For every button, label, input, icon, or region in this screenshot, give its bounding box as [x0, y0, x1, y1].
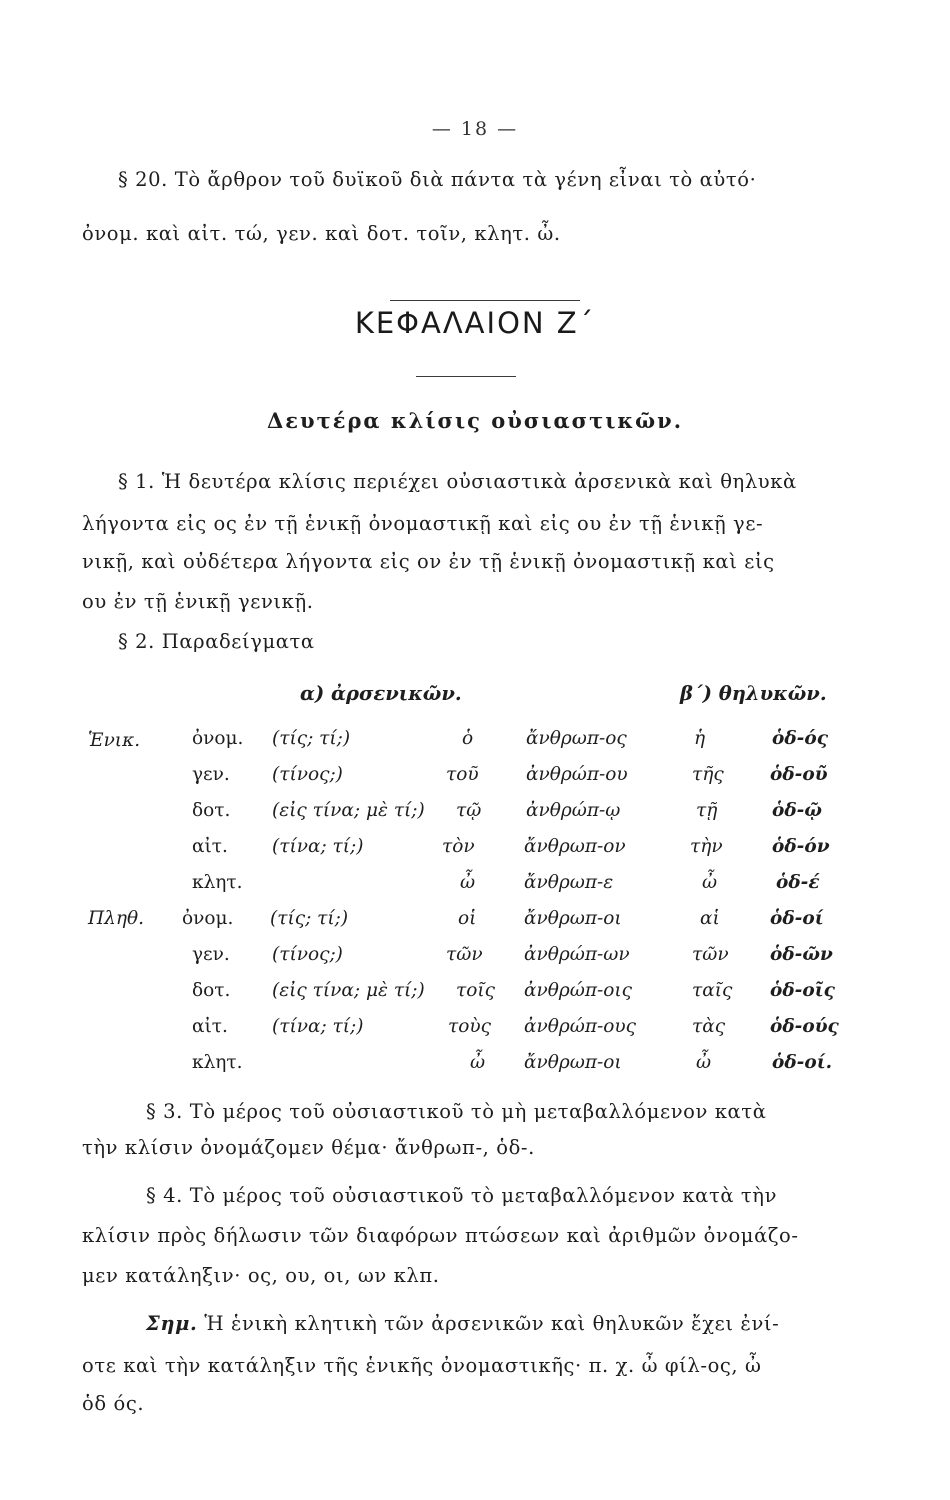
pl-question: (τίνα; τί;) [272, 1016, 364, 1037]
section-20-line-2: ὀνομ. καὶ αἰτ. τώ, γεν. καὶ δοτ. τοῖν, κλητ. ὦ. [82, 222, 561, 245]
sg-noun-f: ὁδ-έ [776, 872, 820, 893]
pl-noun-f: ὁδ-οῖς [770, 980, 835, 1001]
pl-noun-m: ἀνθρώπ-ους [524, 1016, 636, 1037]
section-4-line-2: κλίσιν πρὸς δήλωσιν τῶν διαφόρων πτώσεων καὶ ἀριθμῶν ὀνομάζο- [82, 1224, 799, 1247]
section-3-line-1: § 3. Τὸ μέρος τοῦ οὐσιαστικοῦ τὸ μὴ μεταβαλλόμενον κατὰ [146, 1100, 767, 1123]
note-text-1: Ἡ ἑνικὴ κλητικὴ τῶν ἀρσενικῶν καὶ θηλυκῶν ἔχει ἐνί- [204, 1312, 780, 1335]
chapter-title: ΚΕΦΑΛΑΙΟΝ Ζ΄ [354, 306, 596, 340]
sg-noun-f: ὁδ-ός [772, 728, 828, 749]
pl-article-m: οἱ [458, 908, 477, 929]
pl-article-m: ὦ [470, 1052, 486, 1073]
sg-article-m: ὁ [462, 728, 474, 749]
pl-article-f: αἱ [700, 908, 720, 929]
pl-noun-f: ὁδ-ούς [770, 1016, 839, 1037]
sg-article-f: τῇ [696, 800, 718, 821]
sg-article-m: τοῦ [446, 764, 479, 785]
sg-case: ὀνομ. [192, 728, 244, 749]
sg-noun-f: ὁδ-όν [772, 836, 830, 857]
note-line-3: ὁδ ός. [82, 1392, 145, 1415]
sg-case: αἰτ. [192, 836, 228, 857]
pl-article-f: ταῖς [692, 980, 733, 1001]
pl-noun-m: ἄνθρωπ-οι [524, 1052, 622, 1073]
sg-noun-f: ὁδ-ῷ [772, 800, 822, 821]
pl-article-f: ὦ [696, 1052, 712, 1073]
pl-article-m: τῶν [446, 944, 483, 965]
pl-noun-m: ἄνθρωπ-οι [524, 908, 622, 929]
section-1-line-3: νικῇ, καὶ οὐδέτερα λήγοντα εἰς ον ἐν τῇ ἑνικῇ ὀνομαστικῇ καὶ εἰς [82, 550, 775, 573]
pl-case: δοτ. [192, 980, 231, 1001]
sg-noun-m: ἄνθρωπ-ος [526, 728, 627, 749]
sg-question: (εἰς τίνα; μὲ τί;) [272, 800, 425, 821]
pl-article-m: τοῖς [456, 980, 495, 1001]
sg-case: κλητ. [192, 872, 243, 893]
singular-label: Ἑνικ. [88, 730, 141, 751]
sg-noun-m: ἀνθρώπ-ῳ [526, 800, 621, 821]
note-label: Σημ. [146, 1312, 198, 1335]
sg-case: γεν. [192, 764, 230, 785]
pl-question: (εἰς τίνα; μὲ τί;) [272, 980, 425, 1001]
note-line-2: οτε καὶ τὴν κατάληξιν τῆς ἑνικῆς ὀνομαστικῆς· π. χ. ὦ φίλ-ος, ὦ [82, 1354, 762, 1377]
sg-noun-m: ἀνθρώπ-ου [526, 764, 628, 785]
pl-case: αἰτ. [192, 1016, 228, 1037]
sg-noun-m: ἄνθρωπ-ε [524, 872, 614, 893]
sg-article-f: ὦ [702, 872, 718, 893]
page-number: — 18 — [431, 118, 519, 140]
section-1-line-1: § 1. Ἡ δευτέρα κλίσις περιέχει οὐσιαστικὰ ἀρσενικὰ καὶ θηλυκὰ [118, 470, 797, 493]
section-2-label: § 2. Παραδείγματα [118, 630, 315, 653]
sg-case: δοτ. [192, 800, 231, 821]
sg-article-m: τῷ [456, 800, 482, 821]
section-subtitle: Δευτέρα κλίσις οὐσιαστικῶν. [266, 408, 684, 433]
pl-question: (τίνος;) [272, 944, 343, 965]
sg-question: (τίνα; τί;) [272, 836, 364, 857]
note-line-1 [146, 1312, 779, 1335]
section-20-line-1: § 20. Τὸ ἄρθρον τοῦ δυϊκοῦ διὰ πάντα τὰ γένη εἶναι τὸ αὐτό· [118, 168, 757, 191]
sg-noun-f: ὁδ-οῦ [770, 764, 828, 785]
header-masculine: α) ἀρσενικῶν. [300, 682, 462, 705]
sg-article-f: τῆς [692, 764, 724, 785]
section-4-line-1: § 4. Τὸ μέρος τοῦ οὐσιαστικοῦ τὸ μεταβαλλόμενον κατὰ τὴν [146, 1184, 778, 1207]
pl-case: ὀνομ. [182, 908, 234, 929]
sg-article-f: ἡ [694, 728, 706, 749]
sg-question: (τίνος;) [272, 764, 343, 785]
sg-question: (τίς; τί;) [272, 728, 351, 749]
divider-bottom [416, 376, 516, 377]
section-3-line-2: τὴν κλίσιν ὀνομάζομεν θέμα· ἄνθρωπ-, ὁδ-. [82, 1136, 535, 1159]
pl-case: γεν. [192, 944, 230, 965]
section-1-line-4: ου ἐν τῇ ἑνικῇ γενικῇ. [82, 590, 314, 613]
pl-noun-f: ὁδ-ῶν [770, 944, 833, 965]
plural-label: Πληθ. [88, 908, 144, 929]
section-1-line-2: λήγοντα εἰς ος ἐν τῇ ἑνικῇ ὀνομαστικῇ καὶ εἰς ου ἐν τῇ ἑνικῇ γε- [82, 512, 764, 535]
pl-noun-m: ἀνθρώπ-οις [524, 980, 633, 1001]
pl-question: (τίς; τί;) [270, 908, 349, 929]
pl-noun-f: ὁδ-οί. [772, 1052, 833, 1073]
sg-article-m: ὦ [460, 872, 476, 893]
pl-noun-f: ὁδ-οί [770, 908, 824, 929]
pl-article-f: τῶν [692, 944, 729, 965]
sg-noun-m: ἄνθρωπ-ον [524, 836, 626, 857]
sg-article-f: τὴν [690, 836, 723, 857]
pl-noun-m: ἀνθρώπ-ων [524, 944, 630, 965]
section-4-line-3: μεν κατάληξιν· ος, ου, οι, ων κλπ. [82, 1264, 440, 1287]
pl-case: κλητ. [192, 1052, 243, 1073]
divider-top [390, 300, 580, 301]
sg-article-m: τὸν [442, 836, 475, 857]
pl-article-f: τὰς [692, 1016, 726, 1037]
header-feminine: β΄) θηλυκῶν. [680, 682, 827, 705]
pl-article-m: τοὺς [448, 1016, 491, 1037]
